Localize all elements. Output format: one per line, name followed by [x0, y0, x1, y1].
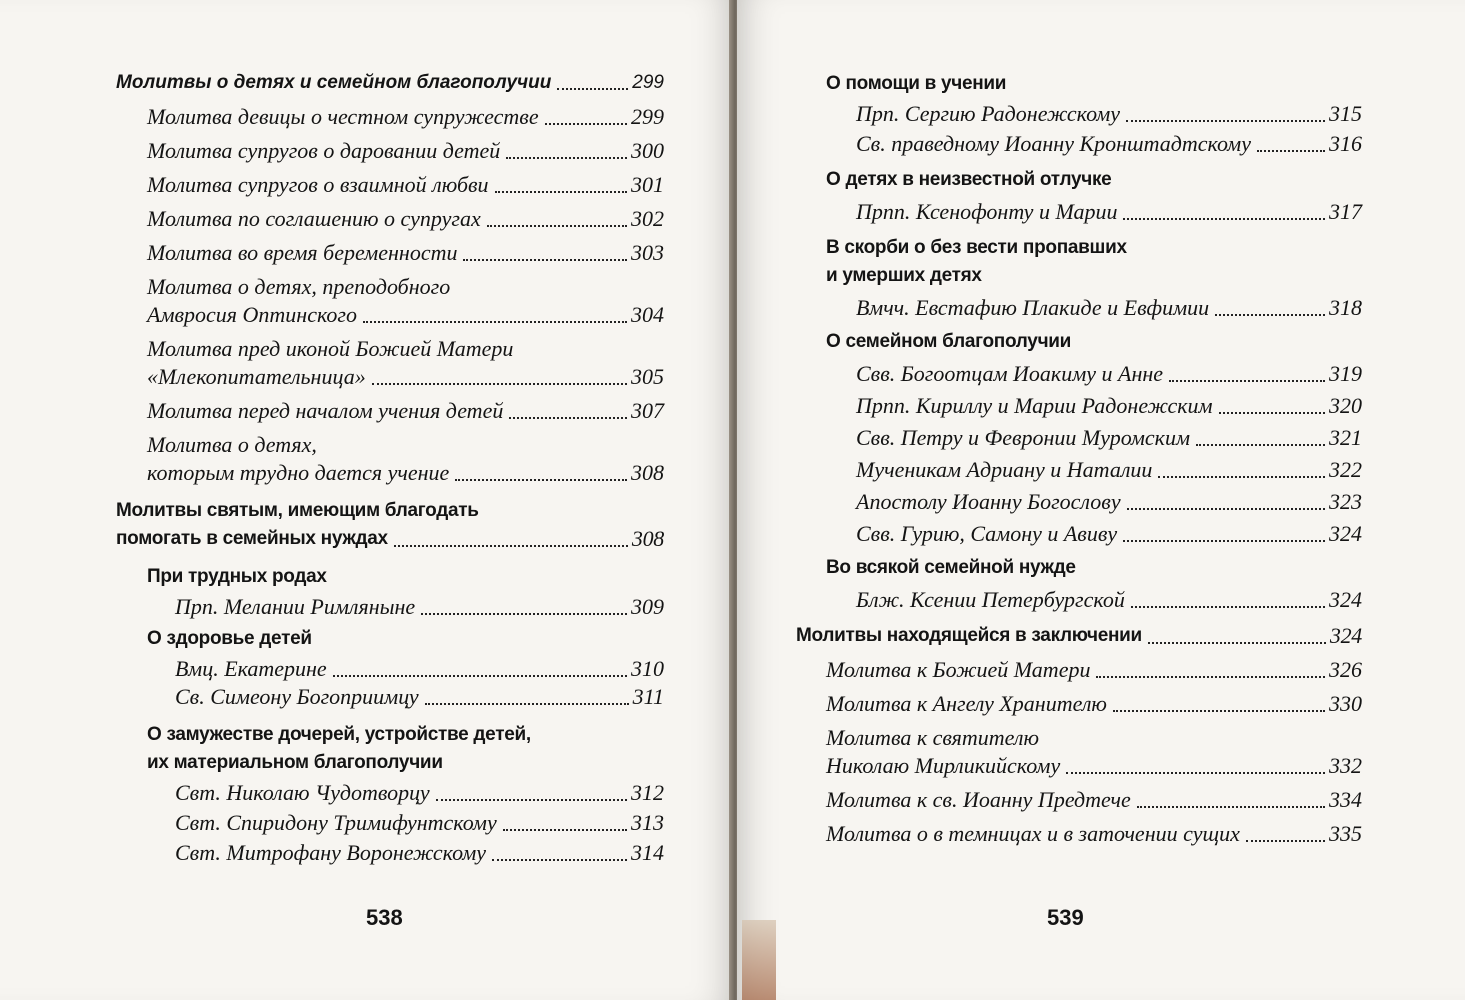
leader-dots — [503, 829, 627, 831]
toc-title: Молитва по соглашению о супругах — [147, 206, 481, 231]
leader-dots — [1219, 412, 1325, 414]
toc-entry — [796, 294, 1362, 322]
toc-title: Молитва девицы о честном супружестве — [147, 104, 539, 129]
toc-entry — [796, 690, 1362, 718]
toc-title: Прп. Сергию Радонежскому — [856, 101, 1121, 126]
toc-page: 320 — [1329, 393, 1362, 418]
toc-title-line: их материальном благополучии — [147, 752, 443, 773]
toc-page: 312 — [631, 780, 664, 805]
toc-page: 317 — [1329, 199, 1362, 224]
toc-page: 299 — [631, 104, 664, 129]
leader-dots — [455, 479, 627, 481]
toc-title: При трудных родах — [147, 566, 327, 587]
toc-page: 302 — [631, 206, 664, 231]
toc-entry — [116, 239, 664, 267]
toc-subheading — [796, 554, 1362, 582]
page-number: 539 — [1047, 905, 1084, 930]
toc-title: Свт. Спиридону Тримифунтскому — [175, 810, 497, 835]
toc-title: Св. праведному Иоанну Кронштадтскому — [856, 131, 1251, 156]
toc-entry — [116, 103, 664, 131]
toc-page: 330 — [1329, 691, 1362, 716]
toc-entry — [796, 724, 1362, 780]
toc-page: 310 — [631, 656, 664, 681]
toc-page: 316 — [1329, 131, 1362, 156]
toc-entry — [796, 360, 1362, 388]
leader-dots — [1123, 540, 1325, 542]
toc-page: 299 — [632, 72, 664, 93]
toc-entry — [796, 456, 1362, 484]
leader-dots — [463, 259, 627, 261]
toc-entry — [116, 683, 664, 711]
toc-page: 322 — [1329, 457, 1362, 482]
toc-page: 307 — [631, 398, 664, 423]
leader-dots — [1257, 150, 1325, 152]
toc-entry — [116, 809, 664, 837]
toc-title: Молитва к Ангелу Хранителю — [826, 691, 1107, 716]
leader-dots — [1196, 444, 1325, 446]
toc-page: 332 — [1329, 753, 1362, 778]
toc-page: 324 — [1329, 623, 1362, 648]
leader-dots — [1215, 314, 1325, 316]
toc-page: 301 — [631, 172, 664, 197]
toc-title: Вмц. Екатерине — [175, 656, 327, 681]
toc-page: 305 — [631, 364, 664, 389]
toc-entry — [116, 137, 664, 165]
toc-title-line: Молитва о детях, преподобного — [147, 274, 451, 299]
right-toc — [796, 70, 1362, 848]
leader-dots — [1113, 710, 1325, 712]
toc-section-heading — [796, 622, 1362, 650]
toc-page: 300 — [631, 138, 664, 163]
toc-title: Молитва к Божией Матери — [826, 657, 1091, 682]
leader-dots — [1158, 476, 1325, 478]
toc-title-line: Молитва о детях, — [147, 432, 317, 457]
toc-page: 334 — [1329, 787, 1362, 812]
leader-dots — [421, 613, 627, 615]
toc-page: 326 — [1329, 657, 1362, 682]
leader-dots — [1169, 380, 1325, 382]
toc-page: 319 — [1329, 361, 1362, 386]
toc-title: Во всякой семейной нужде — [826, 557, 1076, 578]
toc-title: Блж. Ксении Петербургской — [856, 587, 1125, 612]
toc-entry — [116, 839, 664, 867]
toc-title: Свв. Гурию, Самону и Авиву — [856, 521, 1118, 546]
toc-page: 318 — [1329, 295, 1362, 320]
toc-subheading — [116, 563, 664, 591]
leader-dots — [394, 545, 628, 547]
toc-entry — [796, 820, 1362, 848]
book-edge — [742, 920, 776, 1000]
leader-dots — [495, 191, 627, 193]
toc-title: Свв. Богоотцам Иоакиму и Анне — [856, 361, 1164, 386]
toc-entry — [796, 130, 1362, 158]
toc-entry — [796, 424, 1362, 452]
toc-title-line: Молитва пред иконой Божией Матери — [147, 336, 514, 361]
toc-subheading — [116, 625, 664, 653]
toc-page: 323 — [1329, 489, 1362, 514]
toc-title-line: О замужестве дочерей, устройстве детей, — [147, 724, 531, 745]
toc-title: Прпп. Ксенофонту и Марии — [856, 199, 1118, 224]
toc-page: 314 — [631, 840, 664, 865]
toc-title: Мученикам Адриану и Наталии — [856, 457, 1153, 482]
toc-title: Свт. Митрофану Воронежскому — [175, 840, 487, 865]
toc-title: Вмчч. Евстафию Плакиде и Евфимии — [856, 295, 1210, 320]
right-page — [737, 0, 1465, 1000]
toc-page: 304 — [631, 302, 664, 327]
leader-dots — [333, 675, 627, 677]
toc-entry — [116, 335, 664, 391]
toc-page: 303 — [631, 240, 664, 265]
leader-dots — [492, 859, 627, 861]
toc-title-line: которым трудно дается учение — [147, 460, 450, 485]
toc-entry — [116, 779, 664, 807]
toc-title: Молитвы о детях и семейном благополучии — [116, 72, 552, 93]
toc-subheading — [796, 70, 1362, 98]
left-toc — [116, 70, 664, 867]
toc-entry — [116, 593, 664, 621]
toc-title: О здоровье детей — [147, 628, 312, 649]
leader-dots — [1096, 676, 1325, 678]
toc-title: Прп. Мелании Римляныне — [175, 594, 416, 619]
toc-title: Свв. Петру и Февронии Муромским — [856, 425, 1191, 450]
leader-dots — [1131, 606, 1325, 608]
toc-page: 311 — [632, 684, 664, 709]
leader-dots — [1127, 508, 1325, 510]
toc-title: Апостолу Иоанну Богослову — [856, 489, 1121, 514]
toc-title-line: помогать в семейных нуждах — [116, 528, 388, 549]
toc-entry — [796, 488, 1362, 516]
toc-title-line: Николаю Мирликийскому — [826, 753, 1061, 778]
page-number: 538 — [366, 905, 403, 930]
toc-entry — [796, 392, 1362, 420]
leader-dots — [1148, 642, 1326, 644]
toc-entry — [796, 786, 1362, 814]
toc-entry — [116, 655, 664, 683]
toc-title-line: Амвросия Оптинского — [147, 302, 358, 327]
leader-dots — [363, 321, 627, 323]
leader-dots — [557, 88, 628, 90]
toc-section-heading — [116, 70, 664, 96]
toc-entry — [796, 198, 1362, 226]
toc-title: О семейном благополучии — [826, 331, 1072, 352]
toc-title-line: В скорби о без вести пропавших — [826, 237, 1127, 258]
toc-title-line: и умерших детях — [826, 265, 982, 286]
toc-page: 315 — [1329, 101, 1362, 126]
leader-dots — [372, 383, 627, 385]
toc-page: 313 — [631, 810, 664, 835]
leader-dots — [1126, 120, 1325, 122]
leader-dots — [425, 703, 629, 705]
toc-title: Молитва к св. Иоанну Предтече — [826, 787, 1131, 812]
toc-entry — [116, 397, 664, 425]
toc-title: Молитва супругов о взаимной любви — [147, 172, 489, 197]
toc-subheading — [116, 721, 664, 777]
toc-entry — [116, 273, 664, 329]
leader-dots — [1123, 218, 1325, 220]
toc-page: 324 — [1329, 587, 1362, 612]
toc-page: 308 — [631, 526, 664, 551]
leader-dots — [487, 225, 627, 227]
leader-dots — [1246, 840, 1325, 842]
toc-title-line: «Млекопитательница» — [147, 364, 366, 389]
toc-title-line: Молитва к святителю — [826, 725, 1039, 750]
toc-page: 308 — [631, 460, 664, 485]
toc-title: Свт. Николаю Чудотворцу — [175, 780, 430, 805]
toc-title: О помощи в учении — [826, 73, 1007, 94]
toc-entry — [116, 205, 664, 233]
toc-section-heading — [116, 497, 664, 553]
leader-dots — [1137, 806, 1325, 808]
leader-dots — [1066, 772, 1325, 774]
leader-dots — [545, 123, 627, 125]
toc-title-line: Молитвы святым, имеющим благодать — [116, 500, 479, 521]
toc-page: 321 — [1329, 425, 1362, 450]
toc-subheading — [796, 328, 1362, 356]
toc-page: 335 — [1329, 821, 1362, 846]
toc-entry — [116, 171, 664, 199]
leader-dots — [436, 799, 627, 801]
toc-subheading — [796, 234, 1362, 290]
toc-title: Молитва о в темницах и в заточении сущих — [826, 821, 1240, 846]
toc-title: Св. Симеону Богоприимцу — [175, 684, 419, 709]
toc-entry — [116, 431, 664, 487]
toc-subheading — [796, 166, 1362, 194]
toc-title: Молитва перед началом учения детей — [147, 398, 504, 423]
toc-entry — [796, 520, 1362, 548]
leader-dots — [509, 417, 627, 419]
toc-title: О детях в неизвестной отлучке — [826, 169, 1112, 190]
toc-entry — [796, 656, 1362, 684]
toc-title: Молитва супругов о даровании детей — [147, 138, 501, 163]
toc-title: Прпп. Кириллу и Марии Радонежским — [856, 393, 1213, 418]
toc-page: 309 — [631, 594, 664, 619]
toc-title: Молитвы находящейся в заключении — [796, 625, 1142, 646]
toc-title: Молитва во время беременности — [147, 240, 458, 265]
toc-entry — [796, 100, 1362, 128]
leader-dots — [506, 157, 627, 159]
toc-page: 324 — [1329, 521, 1362, 546]
toc-entry — [796, 586, 1362, 614]
